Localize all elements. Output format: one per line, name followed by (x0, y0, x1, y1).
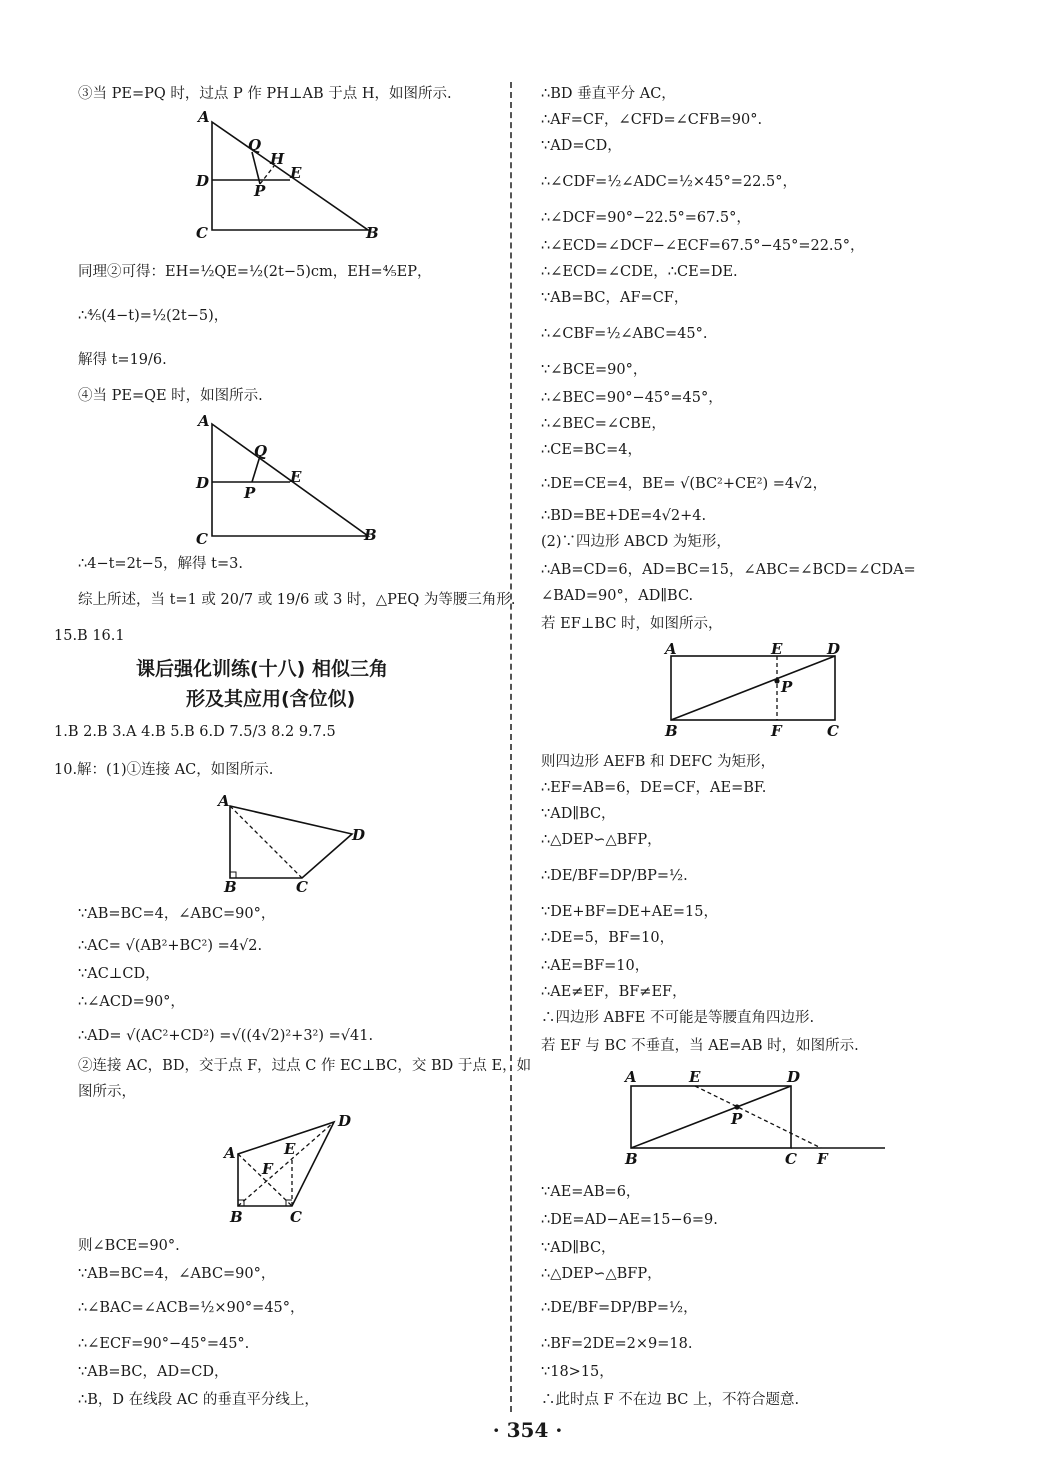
text-line: ∴∠ECF=90°−45°=45°. (78, 1336, 250, 1352)
text-line: ∵∠BCE=90°， (541, 362, 648, 378)
label-B: B (625, 1150, 638, 1168)
label-D: D (196, 172, 210, 190)
label-D: D (827, 640, 841, 658)
text-line: 同理②可得：EH=½QE=½(2t−5)cm，EH=⅘EP， (78, 264, 432, 280)
text-line: 则四边形 AEFB 和 DEFC 为矩形， (541, 754, 776, 770)
label-B: B (230, 1208, 243, 1226)
text-line: 综上所述，当 t=1 或 20/7 或 19/6 或 3 时，△PEQ 为等腰三角形. (78, 592, 516, 608)
label-B: B (364, 526, 377, 544)
label-F: F (262, 1160, 273, 1178)
text-line: 解得 t=19/6. (78, 352, 167, 368)
text-line: ∴AC= √(AB²+BC²) =4√2. (78, 938, 263, 954)
label-D: D (352, 826, 366, 844)
text-line: ∴BD 垂直平分 AC， (541, 86, 676, 102)
text-line: ∴AE=BF=10， (541, 958, 650, 974)
text-line: ∵DE+BF=DE+AE=15， (541, 904, 718, 920)
text-line: ③当 PE=PQ 时，过点 P 作 PH⊥AB 于点 H，如图所示. (78, 86, 452, 102)
text-line: 10.解：(1)①连接 AC，如图所示. (54, 762, 274, 778)
text-line: ∵AD=CD， (541, 138, 622, 154)
text-line: ∵AB=BC=4，∠ABC=90°， (78, 906, 276, 922)
label-D: D (787, 1068, 801, 1086)
text-line: ∴△DEP∽△BFP， (541, 832, 662, 848)
section-heading: 课后强化训练(十八) 相似三角 (136, 658, 388, 680)
text-line: ∴DE/BF=DP/BP=½， (541, 1300, 698, 1316)
text-line: ∴DE=AD−AE=15−6=9. (541, 1212, 718, 1228)
text-line: ∴∠DCF=90°−22.5°=67.5°， (541, 210, 751, 226)
text-line: ∵18>15， (541, 1364, 614, 1380)
label-A: A (665, 640, 677, 658)
label-Q: Q (254, 442, 268, 460)
label-C: C (296, 878, 308, 896)
label-D: D (196, 474, 210, 492)
text-line: 若 EF 与 BC 不垂直，当 AE=AB 时，如图所示. (541, 1038, 859, 1054)
figure-triangle-pe-pq (190, 108, 390, 244)
figure-quadrilateral-1 (214, 790, 374, 896)
text-line: ∵AC⊥CD， (78, 966, 160, 982)
label-C: C (196, 224, 208, 242)
label-A: A (198, 412, 210, 430)
text-line: ∠BAD=90°，AD∥BC. (541, 588, 694, 604)
text-line: ∴∠CDF=½∠ADC=½×45°=22.5°， (541, 174, 797, 190)
label-B: B (366, 224, 379, 242)
label-A: A (625, 1068, 637, 1086)
text-line: ∴∠ECD=∠CDE，∴CE=DE. (541, 264, 738, 280)
text-line: ∴∠CBF=½∠ABC=45°. (541, 326, 708, 342)
text-line: ∴EF=AB=6，DE=CF，AE=BF. (541, 780, 767, 796)
text-line: ∴B，D 在线段 AC 的垂直平分线上， (78, 1392, 319, 1408)
text-line: ∴BD=BE+DE=4√2+4. (541, 508, 707, 524)
figure-quadrilateral-2 (220, 1108, 370, 1228)
text-line: ∵AD∥BC， (541, 1240, 616, 1256)
label-D: D (338, 1112, 352, 1130)
text-line: ∴⅘(4−t)=½(2t−5)， (78, 308, 229, 324)
text-line: ∴AD= √(AC²+CD²) =√((4√2)²+3²) =√41. (78, 1028, 374, 1044)
figure-rectangle-oblique (621, 1064, 891, 1168)
column-divider (510, 82, 512, 1412)
text-line: ∴CE=BC=4， (541, 442, 642, 458)
text-line: ∴∠ECD=∠DCF−∠ECF=67.5°−45°=22.5°， (541, 238, 865, 254)
text-line: ∴∠BEC=90°−45°=45°， (541, 390, 723, 406)
label-P: P (731, 1110, 743, 1128)
page-number: · 354 · (492, 1418, 563, 1442)
label-E: E (771, 640, 783, 658)
label-C: C (827, 722, 839, 740)
label-P: P (781, 678, 793, 696)
text-line: 则∠BCE=90°. (78, 1238, 180, 1254)
text-line: ∴DE/BF=DP/BP=½. (541, 868, 688, 884)
text-line: ∴DE=5，BF=10， (541, 930, 675, 946)
label-E: E (290, 164, 302, 182)
text-line: 15.B 16.1 (54, 628, 125, 644)
answer-key: 1.B 2.B 3.A 4.B 5.B 6.D 7.5/3 8.2 9.7.5 (54, 724, 336, 740)
label-H: H (270, 150, 285, 168)
text-line: ∴BF=2DE=2×9=18. (541, 1336, 693, 1352)
label-A: A (198, 108, 210, 126)
label-E: E (689, 1068, 701, 1086)
text-line: ∴AB=CD=6，AD=BC=15，∠ABC=∠BCD=∠CDA= (541, 562, 916, 578)
text-line: ∴此时点 F 不在边 BC 上，不符合题意. (541, 1392, 800, 1408)
label-Q: Q (248, 136, 262, 154)
text-line: ∴∠BAC=∠ACB=½×90°=45°， (78, 1300, 305, 1316)
text-line: ④当 PE=QE 时，如图所示. (78, 388, 263, 404)
text-line: ∴DE=CE=4，BE= √(BC²+CE²) =4√2， (541, 476, 828, 492)
label-E: E (290, 468, 302, 486)
text-line: ②连接 AC，BD，交于点 F，过点 C 作 EC⊥BC，交 BD 于点 E，如 (78, 1058, 532, 1074)
text-line: ∴∠ACD=90°， (78, 994, 185, 1010)
text-line: 若 EF⊥BC 时，如图所示， (541, 616, 723, 632)
text-line: ∴4−t=2t−5，解得 t=3. (78, 556, 243, 572)
text-line: ∴∠BEC=∠CBE， (541, 416, 666, 432)
label-C: C (196, 530, 208, 546)
text-line: (2)∵四边形 ABCD 为矩形， (541, 534, 731, 550)
label-B: B (224, 878, 237, 896)
label-C: C (290, 1208, 302, 1226)
label-F: F (771, 722, 782, 740)
text-line: ∴AE≠EF，BF≠EF， (541, 984, 687, 1000)
text-line: ∴△DEP∽△BFP， (541, 1266, 662, 1282)
section-heading: 形及其应用(含位似) (186, 688, 356, 710)
figure-rectangle-perpendicular (661, 640, 871, 740)
text-line: ∵AD∥BC， (541, 806, 616, 822)
text-line: ∵AB=BC，AF=CF， (541, 290, 689, 306)
label-E: E (284, 1140, 296, 1158)
label-A: A (224, 1144, 236, 1162)
label-B: B (665, 722, 678, 740)
text-line: ∴四边形 ABFE 不可能是等腰直角四边形. (541, 1010, 815, 1026)
text-line: ∵AB=BC=4，∠ABC=90°， (78, 1266, 276, 1282)
text-line: ∴AF=CF，∠CFD=∠CFB=90°. (541, 112, 763, 128)
label-P: P (244, 484, 256, 502)
label-F: F (817, 1150, 828, 1168)
label-C: C (785, 1150, 797, 1168)
text-line: ∵AB=BC，AD=CD， (78, 1364, 229, 1380)
label-A: A (218, 792, 230, 810)
figure-triangle-pe-qe (190, 410, 390, 546)
text-line: ∵AE=AB=6， (541, 1184, 641, 1200)
text-line: 图所示， (78, 1084, 136, 1100)
label-P: P (254, 182, 266, 200)
